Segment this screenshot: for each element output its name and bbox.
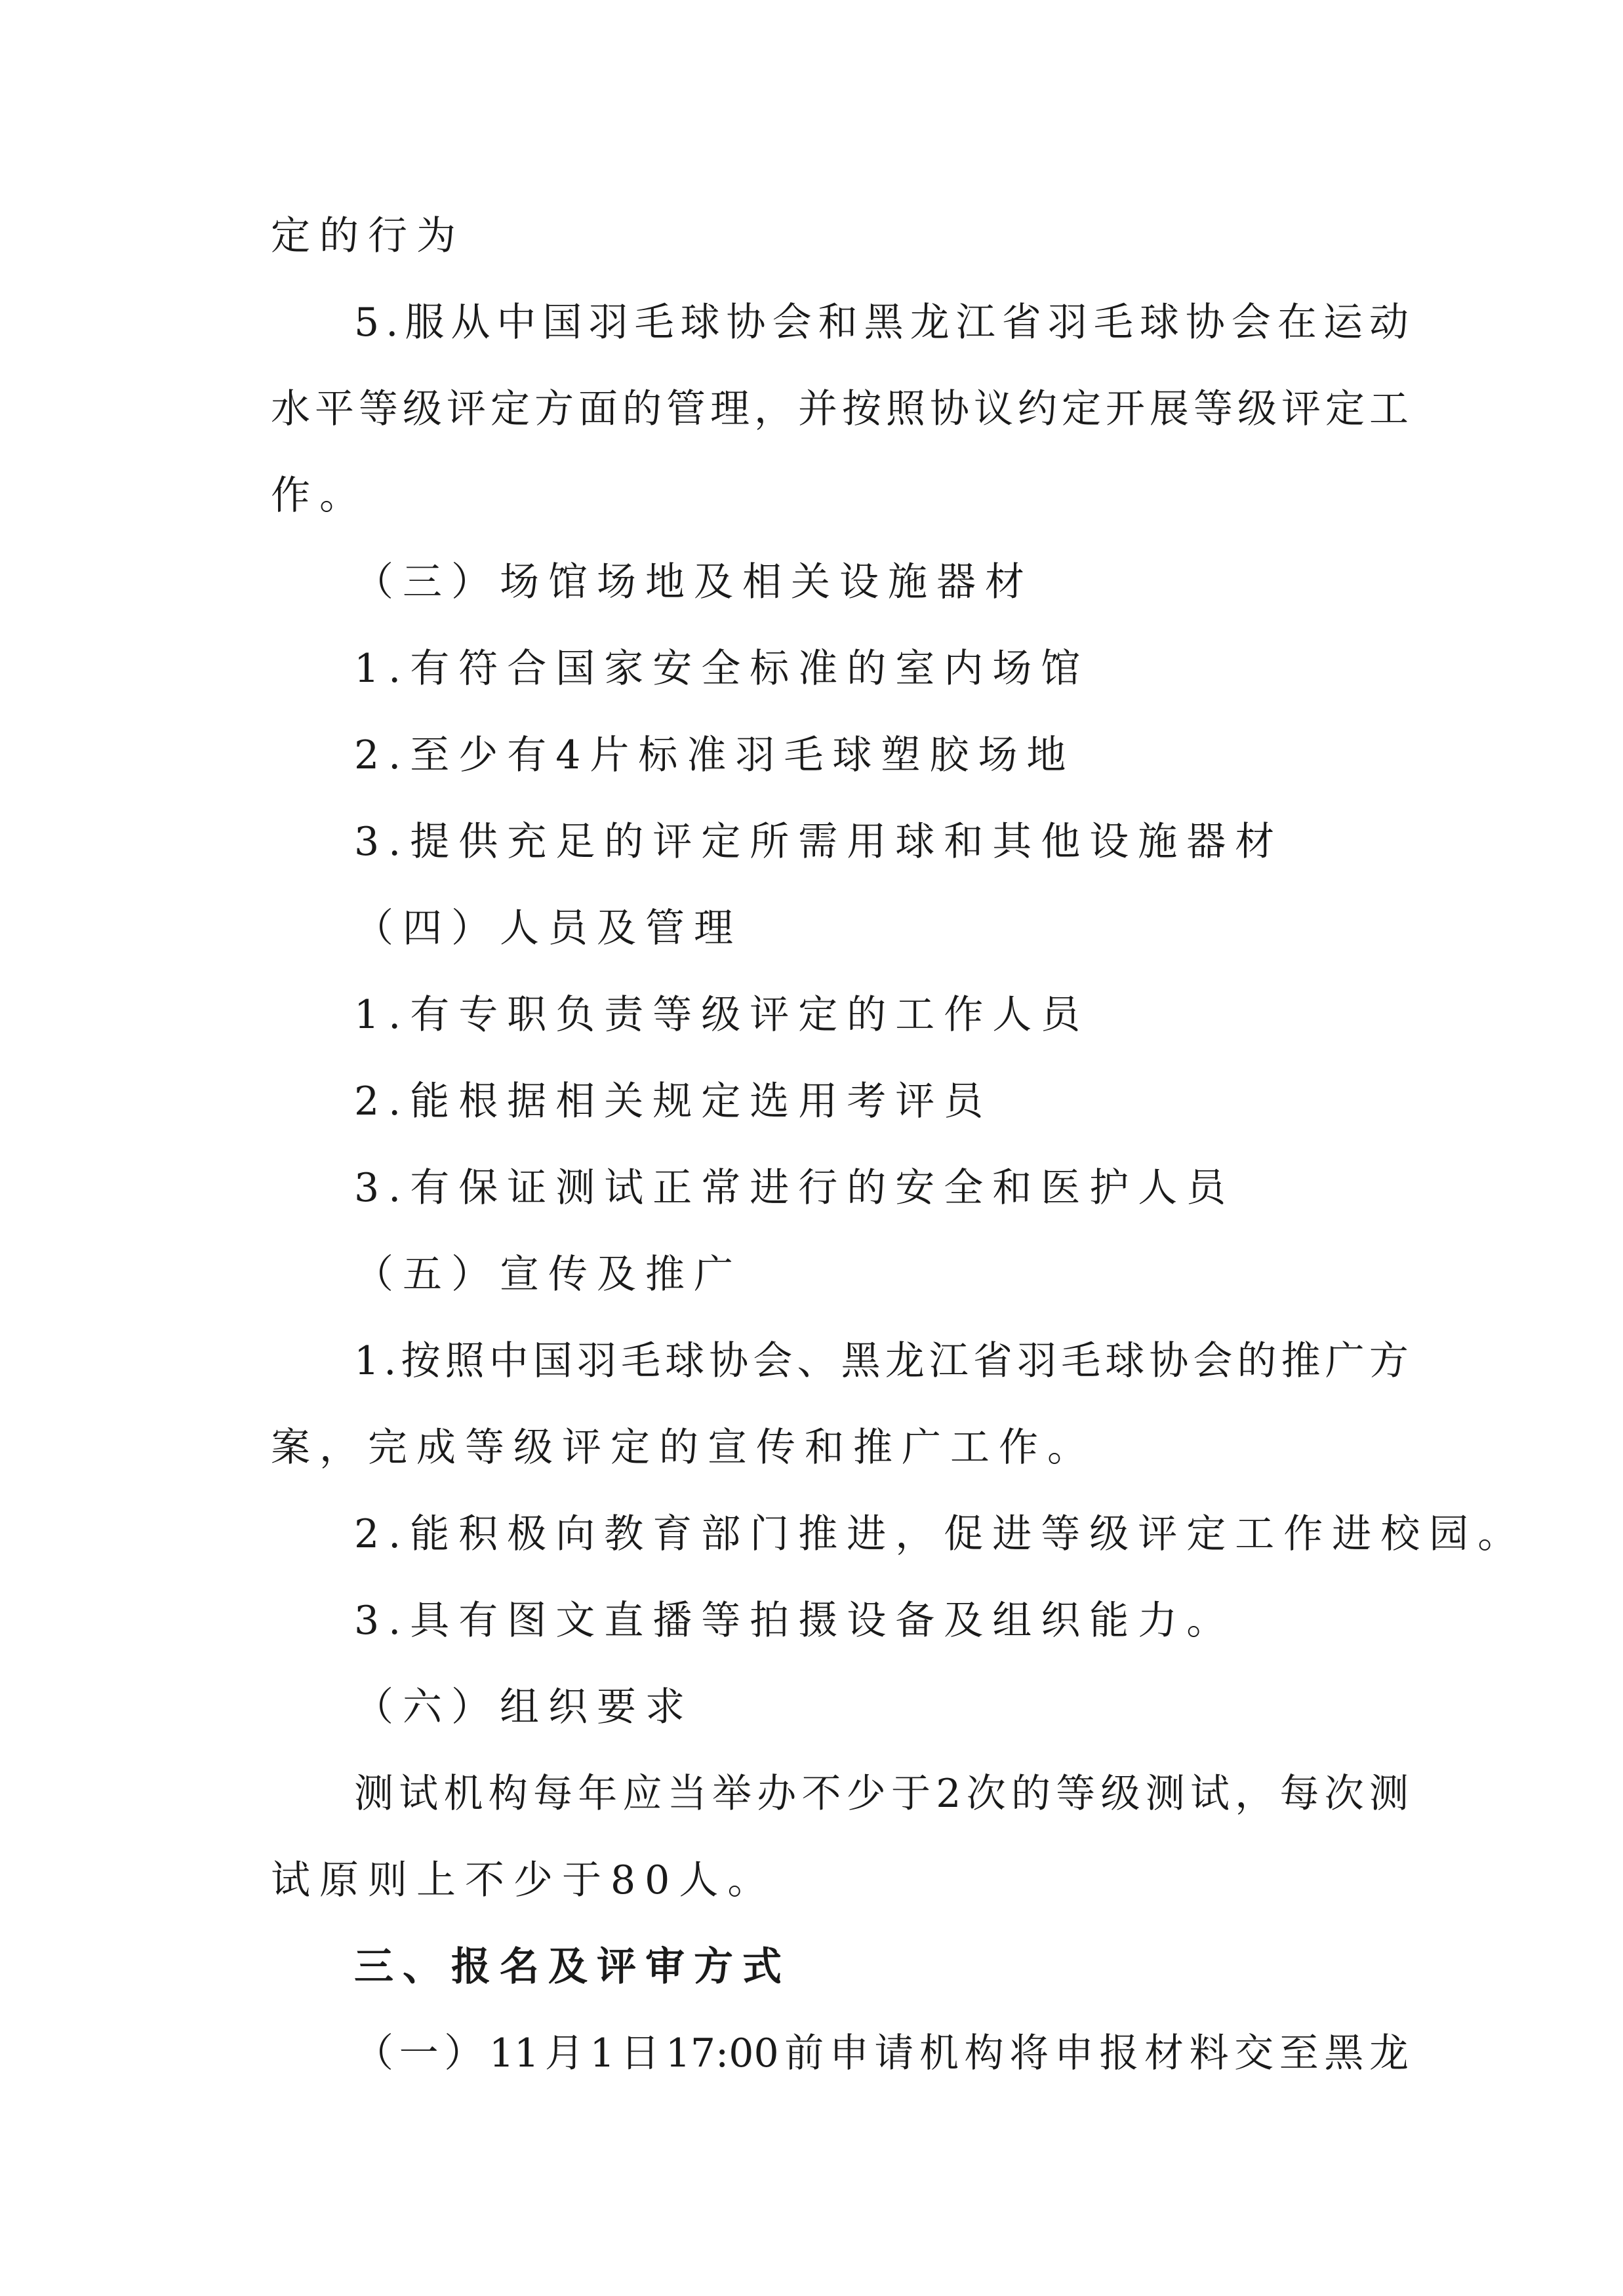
text-line: 2.至少有4片标准羽毛球塑胶场地 bbox=[354, 732, 1075, 778]
section-heading: （四）人员及管理 bbox=[354, 905, 742, 951]
text-line: 案，完成等级评定的宣传和推广工作。 bbox=[271, 1425, 1096, 1471]
section-heading: （三）场馆场地及相关设施器材 bbox=[354, 559, 1033, 605]
text-line: 水 平 等 级 评 定 方 面 的 管 理 ， 并 按 照 协 议 约 定 开 展 等 级 评 定 工 bbox=[271, 386, 1409, 432]
section-heading: （六）组织要求 bbox=[354, 1684, 694, 1730]
section-heading: （五）宣传及推广 bbox=[354, 1252, 742, 1297]
text-line: 1.有专职负责等级评定的工作人员 bbox=[354, 992, 1090, 1038]
text-line: 作。 bbox=[271, 473, 368, 519]
chapter-heading: 三、报名及评审方式 bbox=[354, 1944, 791, 1990]
text-line: （ 一 ） 11 月 1 日 17:00 前 申 请 机 构 将 申 报 材 料 交 至 黑 龙 bbox=[354, 2030, 1409, 2076]
text-line: 1 . 按 照 中 国 羽 毛 球 协 会 、 黑 龙 江 省 羽 毛 球 协 会 的 推 广 方 bbox=[354, 1338, 1409, 1384]
text-line: 3.具有图文直播等拍摄设备及组织能力。 bbox=[354, 1598, 1235, 1644]
text-line: 5 . 服 从 中 国 羽 毛 球 协 会 和 黑 龙 江 省 羽 毛 球 协 会 在 运 动 bbox=[354, 300, 1409, 346]
text-line: 定的行为 bbox=[271, 213, 465, 259]
text-line: 1.有符合国家安全标准的室内场馆 bbox=[354, 646, 1090, 692]
text-line: 3.有保证测试正常进行的安全和医护人员 bbox=[354, 1165, 1235, 1211]
text-line: 3.提供充足的评定所需用球和其他设施器材 bbox=[354, 819, 1284, 865]
text-line: 试原则上不少于80人。 bbox=[271, 1857, 776, 1903]
text-line: 2.能根据相关规定选用考评员 bbox=[354, 1079, 993, 1124]
text-line: 2.能积极向教育部门推进，促进等级评定工作进校园。 bbox=[354, 1511, 1527, 1557]
text-line: 测 试 机 构 每 年 应 当 举 办 不 少 于 2 次 的 等 级 测 试 ， 每 次 测 bbox=[354, 1771, 1409, 1817]
